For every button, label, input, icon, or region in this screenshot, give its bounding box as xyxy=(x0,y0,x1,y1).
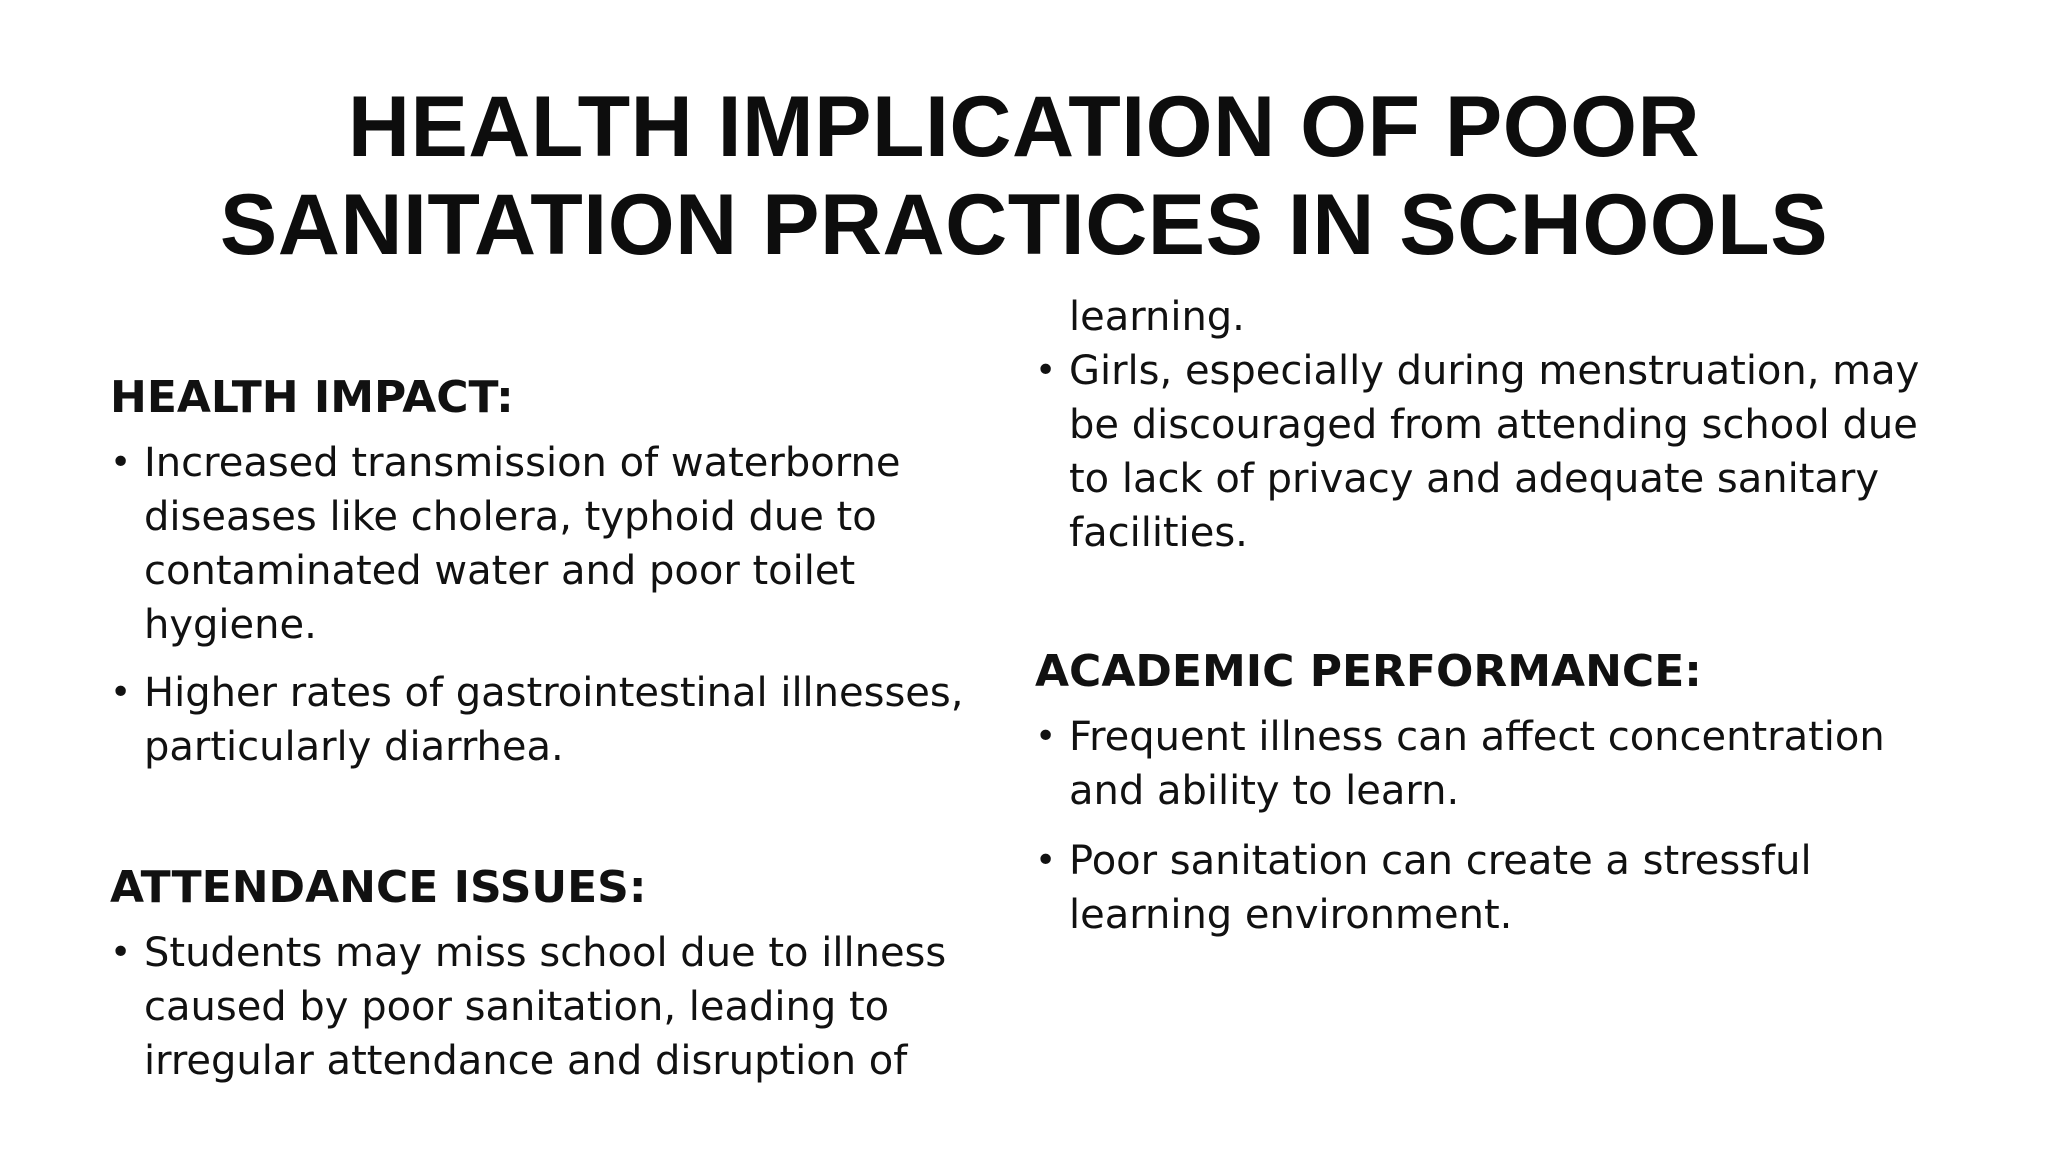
attendance-issues-heading: ATTENDANCE ISSUES: xyxy=(110,862,647,913)
attendance-issues-list xyxy=(110,926,990,1088)
slide-title xyxy=(100,78,1948,274)
slide-title-line-2: SANITATION PRACTICES IN SCHOOLS xyxy=(219,177,1829,273)
health-impact-list xyxy=(110,436,990,774)
list-item: • Frequent illness can affect concentration and ability to learn. xyxy=(1035,710,1955,818)
health-impact-heading: HEALTH IMPACT: xyxy=(110,372,514,423)
list-item: • Girls, especially during menstruation, may be discouraged from attending school due to lack of privacy and adequate sanitary facilities. xyxy=(1035,344,1955,560)
academic-performance-list xyxy=(1035,710,1955,942)
attendance-issues-list-continued xyxy=(1035,344,1955,560)
list-item: • Students may miss school due to illness caused by poor sanitation, leading to irregular attendance and disruption of xyxy=(110,926,990,1088)
left-column xyxy=(110,370,990,1088)
list-item: • Increased transmission of waterborne diseases like cholera, typhoid due to contaminated water and poor toilet hygiene. xyxy=(110,436,990,652)
list-item: • Higher rates of gastrointestinal illnesses, particularly diarrhea. xyxy=(110,666,990,774)
right-column xyxy=(1035,290,1955,942)
academic-performance-heading: ACADEMIC PERFORMANCE: xyxy=(1035,646,1702,697)
bullet-continuation: learning. xyxy=(1069,294,1245,340)
list-item: • Poor sanitation can create a stressful learning environment. xyxy=(1035,834,1955,942)
slide-title-line-1: HEALTH IMPLICATION OF POOR xyxy=(347,79,1701,175)
